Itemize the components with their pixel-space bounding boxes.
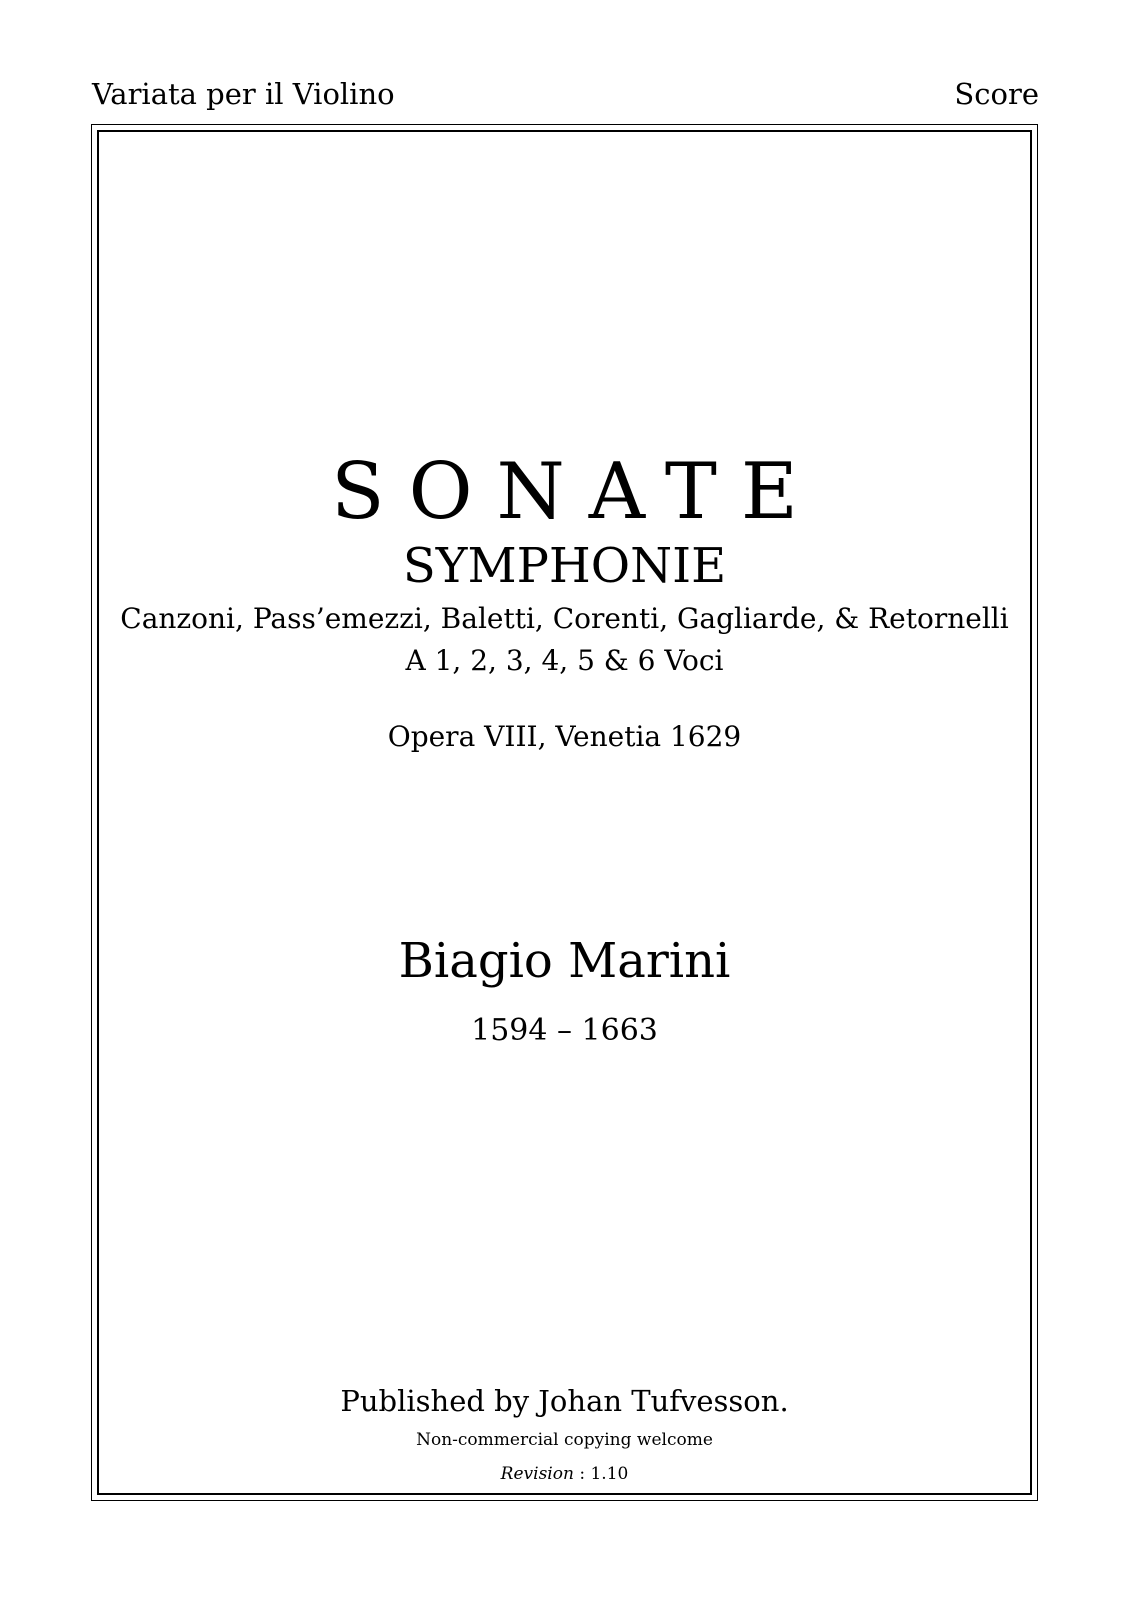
composer-dates: 1594 – 1663 — [471, 1013, 658, 1048]
composer-name: Biagio Marini — [398, 933, 731, 989]
publisher-line: Published by Johan Tufvesson. — [340, 1384, 789, 1418]
main-title: SONATE — [331, 447, 822, 537]
opus-line: Opera VIII, Venetia 1629 — [387, 720, 742, 753]
subtitle: SYMPHONIE — [402, 538, 727, 594]
revision-value: 1.10 — [590, 1464, 629, 1484]
forms-line: Canzoni, Pass’emezzi, Baletti, Corenti, Gagliarde, & Retornelli — [120, 602, 1009, 635]
revision-line — [97, 1462, 1032, 1486]
page-frame-inner — [97, 130, 1032, 1495]
copying-note: Non-commercial copying welcome — [416, 1430, 713, 1450]
running-header-title: Variata per il Violino — [92, 77, 395, 111]
revision-separator: : — [573, 1464, 591, 1484]
running-header-score: Score — [954, 77, 1039, 111]
revision-label: Revision — [500, 1464, 574, 1484]
voices-line: A 1, 2, 3, 4, 5 & 6 Voci — [405, 644, 724, 677]
